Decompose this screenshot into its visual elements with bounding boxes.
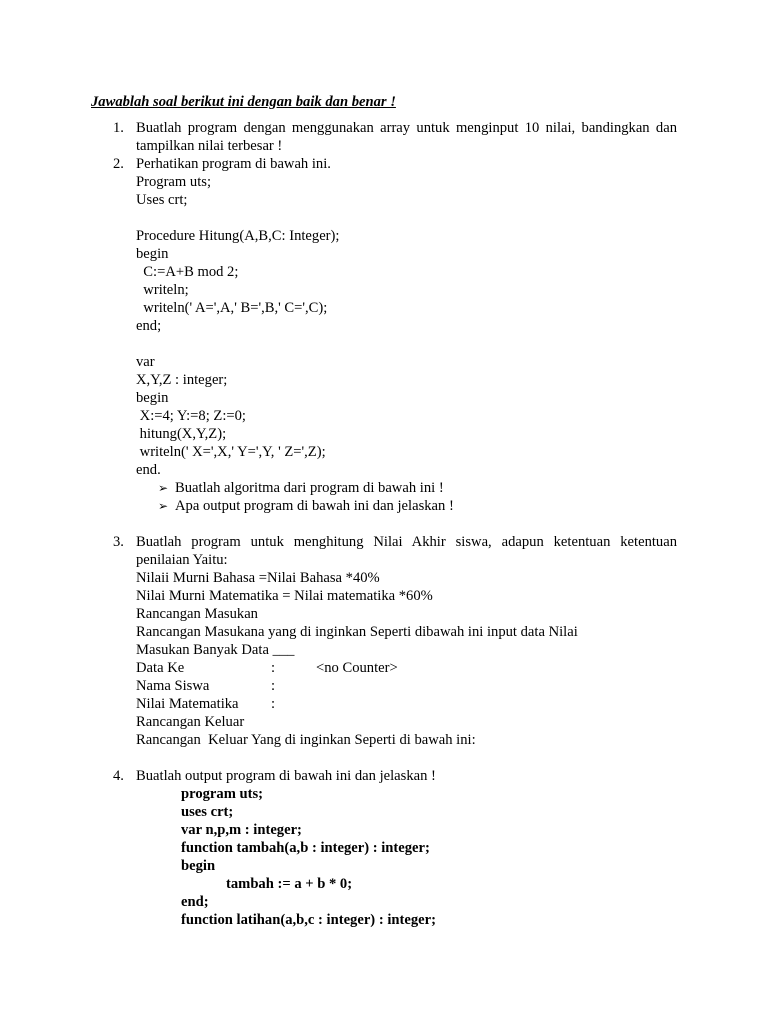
q3-line: Rancangan Keluar <box>136 714 245 730</box>
q2-code-line: X:=4; Y:=8; Z:=0; <box>136 408 246 424</box>
q2-intro: Perhatikan program di bawah ini. <box>136 156 331 172</box>
q2-code-line: var <box>136 354 155 370</box>
field-colon: : <box>271 696 276 712</box>
q2-code-line: C:=A+B mod 2; <box>136 264 239 280</box>
field-label: Nama Siswa <box>136 678 210 694</box>
page-heading: Jawablah soal berikut ini dengan baik dan benar ! <box>91 94 396 110</box>
q2-code-line: Program uts; <box>136 174 211 190</box>
q1-number: 1. <box>113 120 124 136</box>
q1-text-line2: tampilkan nilai terbesar ! <box>136 138 283 154</box>
q3-line: Nilaii Murni Bahasa =Nilai Bahasa *40% <box>136 570 380 586</box>
q2-code-line: Procedure Hitung(A,B,C: Integer); <box>136 228 340 244</box>
q2-code-line: writeln(' A=',A,' B=',B,' C=',C); <box>136 300 328 316</box>
q3-line: Rancangan Masukan <box>136 606 258 622</box>
q4-intro: Buatlah output program di bawah ini dan jelaskan ! <box>136 768 436 784</box>
q4-code-line: function latihan(a,b,c : integer) : integer; <box>181 912 436 928</box>
field-colon: : <box>271 678 276 694</box>
q4-code-line: function tambah(a,b : integer) : integer; <box>181 840 430 856</box>
q2-bullet: Apa output program di bawah ini dan jelaskan ! <box>175 498 454 514</box>
q3-text-line1: Buatlah program untuk menghitung Nilai Akhir siswa, adapun ketentuan ketentuan <box>136 534 677 550</box>
q2-code-line: writeln; <box>136 282 189 298</box>
field-colon: : <box>271 660 276 676</box>
q4-number: 4. <box>113 768 124 784</box>
q2-code-line: writeln(' X=',X,' Y=',Y, ' Z=',Z); <box>136 444 326 460</box>
arrow-bullet-icon: ➢ <box>158 499 169 513</box>
q2-bullet: Buatlah algoritma dari program di bawah ini ! <box>175 480 444 496</box>
q3-line: Nilai Murni Matematika = Nilai matematika *60% <box>136 588 433 604</box>
q3-line: Masukan Banyak Data ___ <box>136 642 295 658</box>
q3-line: Rancangan Masukana yang di inginkan Seperti dibawah ini input data Nilai <box>136 624 578 640</box>
q3-line: Rancangan Keluar Yang di inginkan Seperti di bawah ini: <box>136 732 476 748</box>
q2-number: 2. <box>113 156 124 172</box>
q1-text-line1: Buatlah program dengan menggunakan array untuk menginput 10 nilai, bandingkan dan <box>136 120 677 136</box>
q2-code-line: end. <box>136 462 161 478</box>
q3-number: 3. <box>113 534 124 550</box>
q3-text-line2: penilaian Yaitu: <box>136 552 228 568</box>
field-label: Nilai Matematika <box>136 696 239 712</box>
q2-code-line: Uses crt; <box>136 192 188 208</box>
q2-code-line: X,Y,Z : integer; <box>136 372 228 388</box>
q4-code-line: var n,p,m : integer; <box>181 822 302 838</box>
field-value: <no Counter> <box>316 660 398 676</box>
q2-code-line: end; <box>136 318 162 334</box>
q2-code-line: begin <box>136 246 169 262</box>
q2-code-line: hitung(X,Y,Z); <box>136 426 227 442</box>
q4-code-line: end; <box>181 894 209 910</box>
q2-code-line: begin <box>136 390 169 406</box>
arrow-bullet-icon: ➢ <box>158 481 169 495</box>
q4-code-line: uses crt; <box>181 804 234 820</box>
q4-code-line: begin <box>181 858 216 874</box>
q4-code-line: tambah := a + b * 0; <box>226 876 353 892</box>
q4-code-line: program uts; <box>181 786 264 802</box>
field-label: Data Ke <box>136 660 185 676</box>
